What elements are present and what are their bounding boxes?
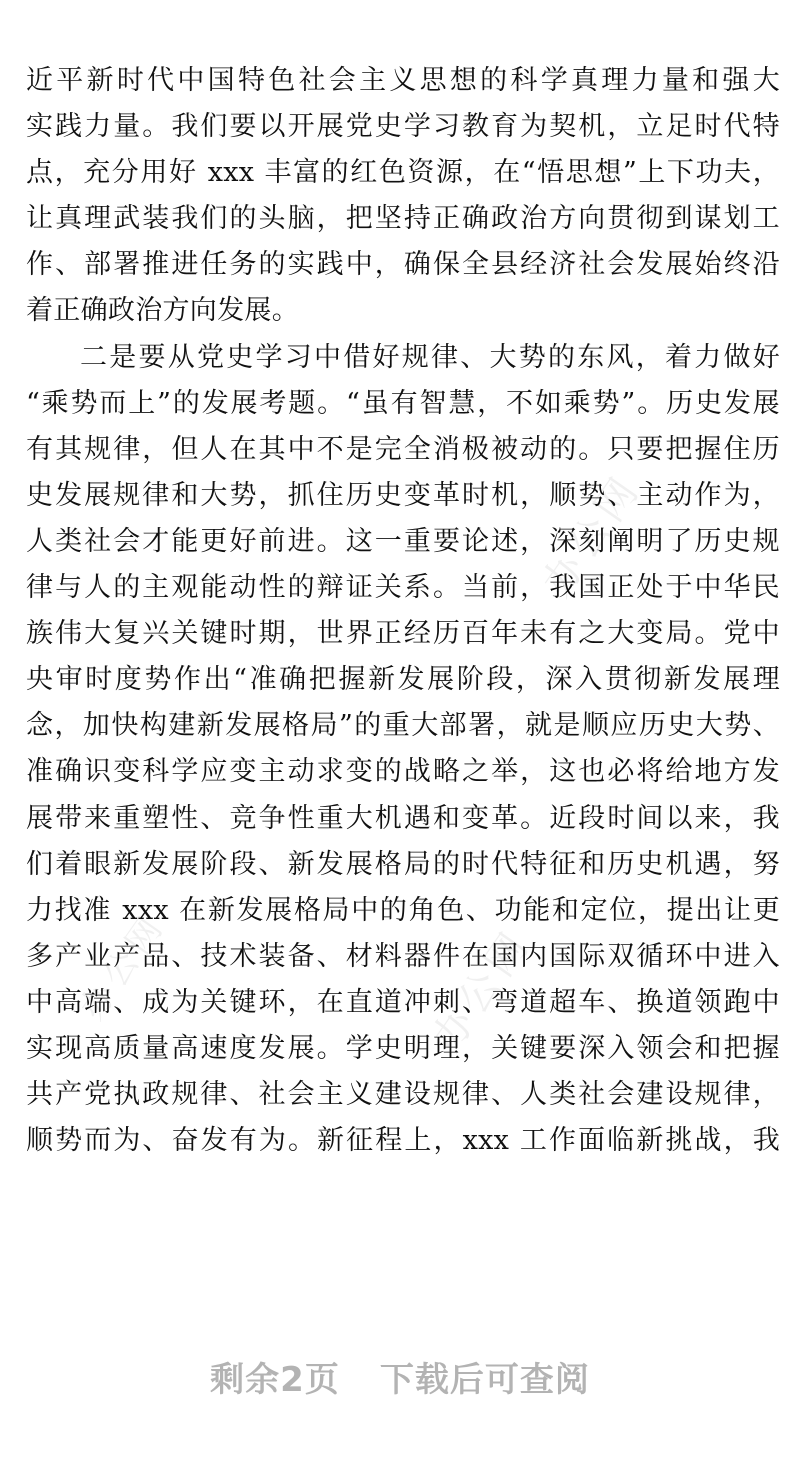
text-line: 念，加快构建新发展格局”的重大部署，就是顺应历史大势、 <box>26 710 780 742</box>
text-line: 二是要从党史学习中借好规律、大势的东风，着力做好 <box>80 341 780 373</box>
text-line: 顺势而为、奋发有为。新征程上，xxx 工作面临新挑战，我 <box>26 1125 780 1157</box>
text-line: 准确识变科学应变主动求变的战略之举，这也必将给地方发 <box>26 756 780 788</box>
text-line: 共产党执政规律、社会主义建设规律、人类社会建设规律， <box>26 1079 780 1111</box>
document-body <box>26 58 780 1164</box>
download-prompt[interactable] <box>0 1352 800 1401</box>
text-line: 多产业产品、技术装备、材料器件在国内国际双循环中进入 <box>26 940 780 972</box>
text-line: 中高端、成为关键环，在直道冲刺、弯道超车、换道领跑中 <box>26 986 780 1018</box>
text-line: 让真理武装我们的头脑，把坚持正确政治方向贯彻到谋划工 <box>26 203 780 235</box>
text-line: 实践力量。我们要以开展党史学习教育为契机，立足时代特 <box>26 111 780 143</box>
text-line: 力找准 xxx 在新发展格局中的角色、功能和定位，提出让更 <box>26 894 780 926</box>
text-line: 律与人的主观能动性的辩证关系。当前，我国正处于中华民 <box>26 572 780 604</box>
text-line: 们着眼新发展阶段、新发展格局的时代特征和历史机遇，努 <box>26 848 780 880</box>
watermark: 办公网 <box>533 465 651 606</box>
watermark: 办公网 <box>72 905 174 1028</box>
remaining-pages-label: 剩余2页 <box>210 1360 340 1400</box>
text-line: 近平新时代中国特色社会主义思想的科学真理力量和强大 <box>26 65 780 96</box>
text-line: 实现高质量高速度发展。学史明理，关键要深入领会和把握 <box>26 1032 780 1064</box>
text-line: 人类社会才能更好前进。这一重要论述，深刻阐明了历史规 <box>26 525 780 557</box>
text-line: 展带来重塑性、竞争性重大机遇和变革。近段时间以来，我 <box>26 802 780 834</box>
text-line: 族伟大复兴关键时期，世界正经历百年未有之大变局。党中 <box>26 618 780 650</box>
text-line: “乘势而上”的发展考题。“虽有智慧，不如乘势”。历史发展 <box>26 387 780 419</box>
text-line: 有其规律，但人在其中不是完全消极被动的。只要把握住历 <box>26 433 780 465</box>
text-line: 史发展规律和大势，抓住历史变革时机，顺势、主动作为， <box>26 479 780 511</box>
text-line: 作、部署推进任务的实践中，确保全县经济社会发展始终沿 <box>26 249 780 281</box>
text-line: 点，充分用好 xxx 丰富的红色资源，在“悟思想”上下功夫， <box>26 157 780 189</box>
text-line: 着正确政治方向发展。 <box>26 295 299 327</box>
text-line: 央审时度势作出“准确把握新发展阶段，深入贯彻新发展理 <box>26 664 780 696</box>
watermark: 办公网 <box>423 920 541 1061</box>
download-to-view-label: 下载后可查阅 <box>379 1360 590 1400</box>
